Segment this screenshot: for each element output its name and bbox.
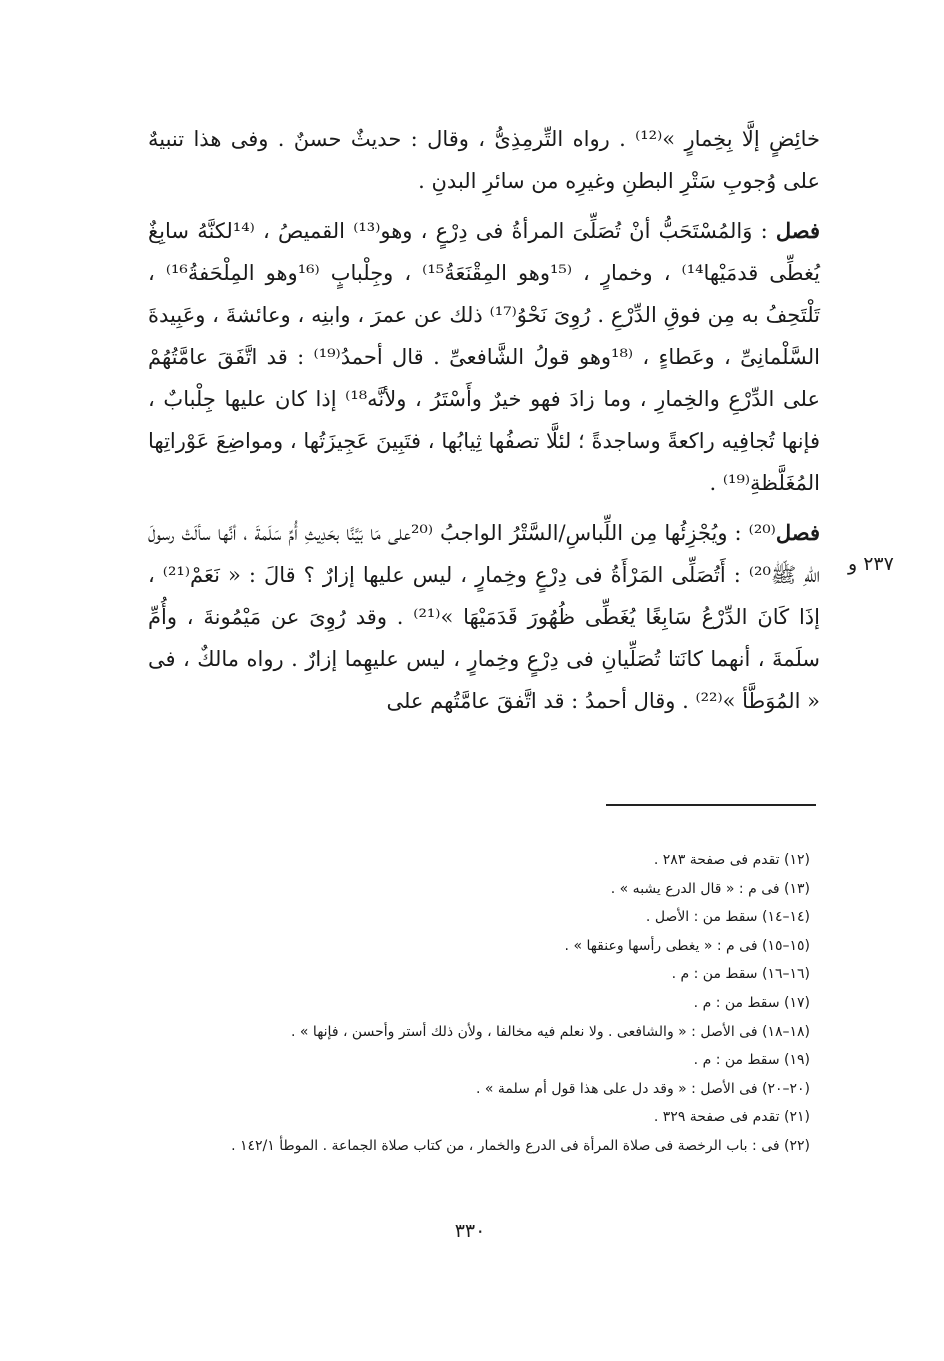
footnote: (١٧) سقط من : م . bbox=[693, 994, 810, 1011]
footnote: (١٩) سقط من : م . bbox=[693, 1052, 810, 1069]
page-number: ٣٣٠ bbox=[454, 1220, 486, 1242]
margin-folio-note: ٢٣٧ و bbox=[848, 553, 894, 575]
paragraph-2-text: : وَالمُسْتَحَبُّ أنْ تُصَلِّىَ المرأةُ فى دِرْعٍ ، وهو⁽¹³⁾ القميصُ ، ⁽¹⁴لكنَّهُ سابِغٌ يُغطِّى قدمَيْها¹⁴⁾ ، وخمارٍ ، ⁽¹⁵وهو المِقْنَعَةُ¹⁵⁾ ، وجِلْبابٍ ⁽¹⁶وهو المِلْحَفةُ¹⁶⁾ ، تَلْتَحِفُ به مِن فوقِ الدِّرْعِ . رُوِىَ نَحْوُ⁽¹⁷⁾ ذلك عن عمرَ ، وابنِه ، وعائشةَ ، وعَبِيدةَ السَّلْمانِىِّ ، وعَطاءٍ ، ⁽¹⁸وهو قولُ الشَّافعىِّ . قال أحمدُ⁽¹⁹⁾ : قد اتَّفَقَ عامَّتُهُمْ على الدِّرْعِ والخِمارِ ، وما زادَ فهو خيرٌ وأَسْتَرُ ، ولأنَّه¹⁸⁾ إذا كان عليها جِلْبابٌ ، فإنها تُجافِيه راكعةً وساجدةً ؛ لئلَّا تصفُها ثِيابُها ، فتَبِينَ عَجِيزَتُها ، ومواضِعَ عَوْراتِها المُغَلَّظةِ⁽¹⁹⁾ . bbox=[148, 219, 820, 495]
paragraph-1: خائِضٍ إلَّا بِخِمارٍ »⁽¹²⁾ . رواه التِّرمِذِىُّ ، وقال : حديثٌ حسنٌ . وفى هذا تنبيهٌ على وُجوبِ سَتْرِ البطنِ وغيرِه من سائرِ البدنِ . bbox=[148, 127, 821, 193]
footnote: (١٥–١٥) فى م : « يغطى رأسها وعنقها » . bbox=[564, 937, 810, 954]
footnote: (١٣) فى م : « قال الدرع يشبه » . bbox=[610, 880, 810, 897]
paragraph-3 bbox=[148, 512, 820, 722]
footnote: (٢٠–٢٠) فى الأصل : « وقد دل على هذا قول أم سلمة » . bbox=[475, 1080, 810, 1097]
section-label: فصل bbox=[775, 218, 820, 243]
footnote-separator bbox=[606, 804, 816, 806]
footnotes bbox=[130, 846, 810, 1161]
paragraph-3-text: ⁽²⁰⁾ : ويُجْزِئُها مِن اللِّباسِ/السَّتْرُ الواجبُ ⁽²⁰على مَا بَيَّنَّا بحَدِيثِ أُمِّ سَلَمةَ ، أنَّها سألَتْ رسولَ اللهِ ﷺ²⁰⁾ : أَتُصَلِّى المَرْأَةُ فى دِرْعٍ وخِمارٍ ، ليس عليها إزارٌ ؟ قالَ : « نَعَمْ⁽²¹⁾ ، إذَا كَانَ الدِّرْعُ سَابِغًا يُغَطِّى ظُهُورَ قَدَمَيْهَا »⁽²¹⁾ . وقد رُوِىَ عن مَيْمُونةَ ، وأُمِّ سلَمةَ ، أنهما كانَتا تُصَلِّيانِ فى دِرْعٍ وخِمارٍ ، ليس عليهِما إزارٌ . رواه مالكٌ ، فى « المُوَطَّأ »⁽²²⁾ . وقال أحمدُ : قد اتَّفقَ عامَّتُهم على bbox=[148, 521, 820, 713]
footnote: (٢٢) فى : باب الرخصة فى صلاة المرأة فى الدرع والخمار ، من كتاب صلاة الجماعة . الموطأ ١٤٢/١ . bbox=[231, 1137, 810, 1154]
main-text bbox=[148, 118, 820, 722]
section-label: فصل bbox=[775, 520, 820, 545]
footnote: (٢١) تقدم فى صفحة ٣٢٩ . bbox=[653, 1109, 810, 1126]
footnote: (١٤–١٤) سقط من : الأصل . bbox=[645, 909, 810, 926]
footnote: (١٢) تقدم فى صفحة ٢٨٣ . bbox=[653, 852, 810, 868]
footnote: (١٨–١٨) فى الأصل : « والشافعى . ولا نعلم فيه مخالفا ، ولأن ذلك أستر وأحسن ، فإنها » . bbox=[291, 1023, 810, 1040]
footnote: (١٦–١٦) سقط من : م . bbox=[671, 966, 810, 983]
paragraph-2 bbox=[148, 210, 820, 504]
